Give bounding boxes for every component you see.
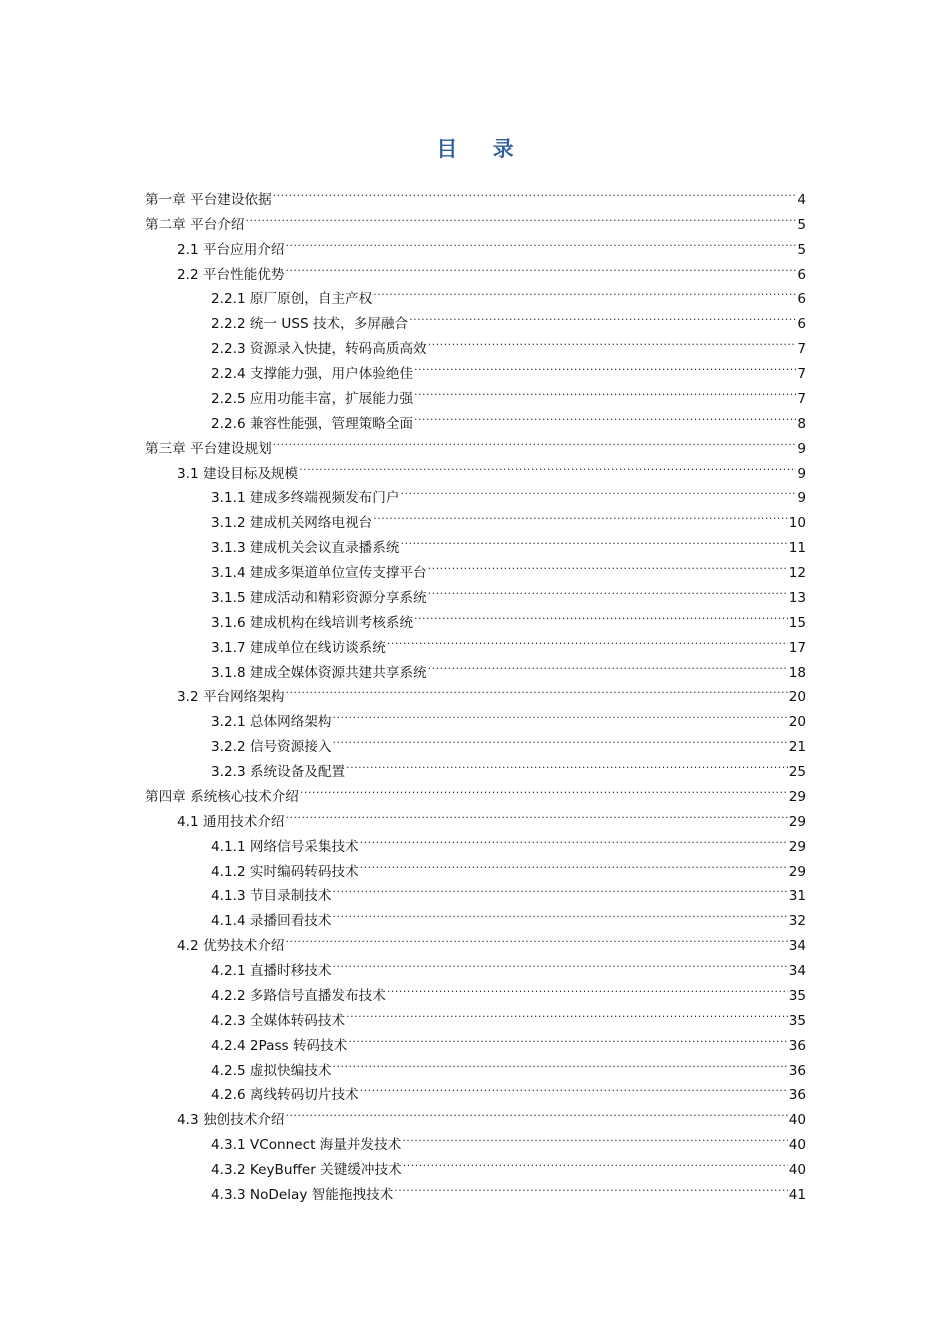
- toc-entry-page-number: 18: [788, 664, 806, 681]
- toc-entry-page-number: 40: [788, 1112, 806, 1129]
- toc-entry-label: 2.2.5 应用功能丰富，扩展能力强: [211, 390, 414, 407]
- toc-entry-page-number: 20: [788, 714, 806, 731]
- toc-entry-page-number: 21: [788, 739, 806, 756]
- toc-entry-page-number: 17: [788, 639, 806, 656]
- toc-entry-page-number: 40: [788, 1162, 806, 1178]
- toc-entry-page-number: 7: [797, 341, 806, 358]
- toc-entry-page-number: 29: [788, 863, 806, 880]
- toc-entry-label: 3.1.4 建成多渠道单位宣传支撑平台: [211, 565, 427, 581]
- toc-entry-label: 第四章 系统核心技术介绍: [145, 788, 299, 805]
- toc-entry-page-number: 6: [797, 316, 806, 333]
- toc-entry-label: 第二章 平台介绍: [145, 216, 245, 233]
- toc-entry-page-number: 36: [788, 1062, 806, 1079]
- toc-entry-label: 4.3.3 NoDelay 智能拖拽技术: [211, 1186, 394, 1203]
- toc-entry-page-number: 20: [788, 689, 806, 706]
- dot-leader: [360, 826, 788, 851]
- toc-entry-page-number: 5: [797, 241, 806, 258]
- toc-entry-label: 4.3.2 KeyBuffer 关键缓冲技术: [211, 1162, 402, 1178]
- dot-leader: [286, 229, 797, 254]
- toc-entry-page-number: 32: [788, 913, 806, 930]
- toc-entry-label: 3.2.1 总体网络架构: [211, 714, 332, 731]
- toc-entry-page-number: 29: [788, 788, 806, 805]
- toc-entry-label: 4.1.1 网络信号采集技术: [211, 838, 359, 855]
- dot-leader: [387, 627, 788, 652]
- dot-leader: [332, 900, 787, 925]
- toc-entry-label: 3.2.2 信号资源接入: [211, 739, 332, 756]
- dot-leader: [332, 726, 787, 751]
- toc-list: [145, 179, 806, 1203]
- toc-entry-label: 3.2.3 系统设备及配置: [211, 764, 346, 780]
- dot-leader: [299, 453, 796, 478]
- toc-entry-label: 4.2.1 直播时移技术: [211, 963, 332, 979]
- toc-entry-page-number: 34: [788, 938, 806, 955]
- toc-entry-page-number: 15: [788, 614, 806, 631]
- toc-entry-page-number: 13: [788, 589, 806, 606]
- toc-entry-label: 2.2.3 资源录入快捷，转码高质高效: [211, 341, 427, 358]
- toc-entry-label: 4.2.2 多路信号直播发布技术: [211, 987, 386, 1004]
- dot-leader: [373, 502, 787, 527]
- toc-entry-page-number: 6: [797, 266, 806, 283]
- dot-leader: [400, 527, 787, 552]
- dot-leader: [387, 975, 788, 1000]
- toc-entry-label: 4.1.2 实时编码转码技术: [211, 863, 359, 880]
- toc-entry-label: 3.1 建设目标及规模: [177, 465, 299, 482]
- dot-leader: [360, 851, 788, 876]
- dot-leader: [428, 577, 788, 602]
- toc-entry-page-number: 41: [788, 1186, 806, 1203]
- toc-entry-page-number: 29: [788, 813, 806, 830]
- dot-leader: [273, 179, 797, 204]
- page-title: 目 录: [436, 136, 528, 161]
- toc-entry-page-number: 9: [797, 440, 806, 457]
- toc-entry-label: 4.1.3 节目录制技术: [211, 888, 332, 905]
- dot-leader: [286, 254, 797, 279]
- toc-entry-page-number: 11: [788, 540, 806, 557]
- toc-entry-page-number: 6: [797, 291, 806, 308]
- toc-entry-page-number: 7: [797, 390, 806, 407]
- dot-leader: [414, 602, 788, 627]
- toc-entry-label: 4.3 独创技术介绍: [177, 1112, 285, 1129]
- dot-leader: [286, 925, 788, 950]
- dot-leader: [286, 801, 788, 826]
- toc-entry[interactable]: [145, 179, 806, 208]
- dot-leader: [394, 1174, 787, 1199]
- toc-entry-label: 3.2 平台网络架构: [177, 689, 285, 706]
- dot-leader: [360, 1075, 788, 1100]
- dot-leader: [332, 701, 787, 726]
- toc-entry-page-number: 35: [788, 1012, 806, 1029]
- dot-leader: [414, 353, 796, 378]
- toc-entry-label: 第三章 平台建设规划: [145, 440, 272, 457]
- dot-leader: [402, 1124, 787, 1149]
- dot-leader: [346, 1000, 788, 1025]
- dot-leader: [346, 751, 788, 776]
- dot-leader: [286, 1099, 788, 1124]
- toc-entry-label: 3.1.5 建成活动和精彩资源分享系统: [211, 589, 427, 606]
- toc-entry-label: 3.1.6 建成机构在线培训考核系统: [211, 614, 414, 631]
- toc-entry-label: 4.2.5 虚拟快编技术: [211, 1062, 332, 1079]
- toc-entry-label: 2.2.2 统一 USS 技术，多屏融合: [211, 316, 409, 333]
- dot-leader: [332, 876, 787, 901]
- toc-entry-label: 3.1.8 建成全媒体资源共建共享系统: [211, 664, 427, 681]
- toc-entry-page-number: 34: [788, 963, 806, 979]
- toc-entry-label: 2.2.1 原厂原创，自主产权: [211, 291, 373, 308]
- dot-leader: [373, 279, 796, 304]
- dot-leader: [332, 1050, 787, 1075]
- dot-leader: [403, 1149, 788, 1174]
- toc-entry-label: 2.2 平台性能优势: [177, 266, 285, 283]
- dot-leader: [245, 204, 796, 229]
- toc-entry-label: 3.1.2 建成机关网络电视台: [211, 515, 373, 532]
- dot-leader: [348, 1025, 787, 1050]
- dot-leader: [428, 652, 788, 677]
- dot-leader: [414, 403, 796, 428]
- toc-entry-page-number: 12: [788, 565, 806, 581]
- toc-entry-page-number: 8: [797, 415, 806, 432]
- toc-entry-label: 4.2.6 离线转码切片技术: [211, 1087, 359, 1104]
- toc-entry-page-number: 36: [788, 1087, 806, 1104]
- dot-leader: [400, 478, 796, 503]
- dot-leader: [300, 776, 788, 801]
- toc-entry-label: 4.2 优势技术介绍: [177, 938, 285, 955]
- toc-entry-label: 4.2.3 全媒体转码技术: [211, 1012, 346, 1029]
- toc-entry-label: 2.1 平台应用介绍: [177, 241, 285, 258]
- toc-entry-label: 2.2.6 兼容性能强，管理策略全面: [211, 415, 414, 432]
- toc-entry-label: 4.3.1 VConnect 海量并发技术: [211, 1137, 402, 1154]
- dot-leader: [414, 378, 796, 403]
- toc-entry-label: 3.1.1 建成多终端视频发布门户: [211, 490, 400, 507]
- toc-entry-page-number: 40: [788, 1137, 806, 1154]
- toc-entry-label: 4.2.4 2Pass 转码技术: [211, 1037, 348, 1054]
- toc-entry-page-number: 29: [788, 838, 806, 855]
- toc-entry-label: 3.1.3 建成机关会议直录播系统: [211, 540, 400, 557]
- toc-entry-label: 3.1.7 建成单位在线访谈系统: [211, 639, 386, 656]
- toc-entry-page-number: 36: [788, 1037, 806, 1054]
- dot-leader: [286, 677, 788, 702]
- toc-entry-label: 2.2.4 支撑能力强，用户体验绝佳: [211, 366, 414, 382]
- toc-entry-page-number: 9: [797, 465, 806, 482]
- toc-entry-page-number: 4: [797, 191, 806, 208]
- toc-entry-page-number: 7: [797, 366, 806, 382]
- dot-leader: [428, 328, 797, 353]
- toc-entry-page-number: 5: [797, 216, 806, 233]
- dot-leader: [332, 950, 787, 975]
- dot-leader: [273, 428, 797, 453]
- toc-entry-label: 第一章 平台建设依据: [145, 191, 272, 208]
- toc-entry-page-number: 10: [788, 515, 806, 532]
- toc-entry-page-number: 25: [788, 764, 806, 780]
- toc-entry-label: 4.1 通用技术介绍: [177, 813, 285, 830]
- toc-entry-page-number: 9: [797, 490, 806, 507]
- toc-entry-page-number: 35: [788, 987, 806, 1004]
- toc-entry-label: 4.1.4 录播回看技术: [211, 913, 332, 930]
- dot-leader: [428, 552, 788, 577]
- dot-leader: [409, 303, 796, 328]
- toc-entry-page-number: 31: [788, 888, 806, 905]
